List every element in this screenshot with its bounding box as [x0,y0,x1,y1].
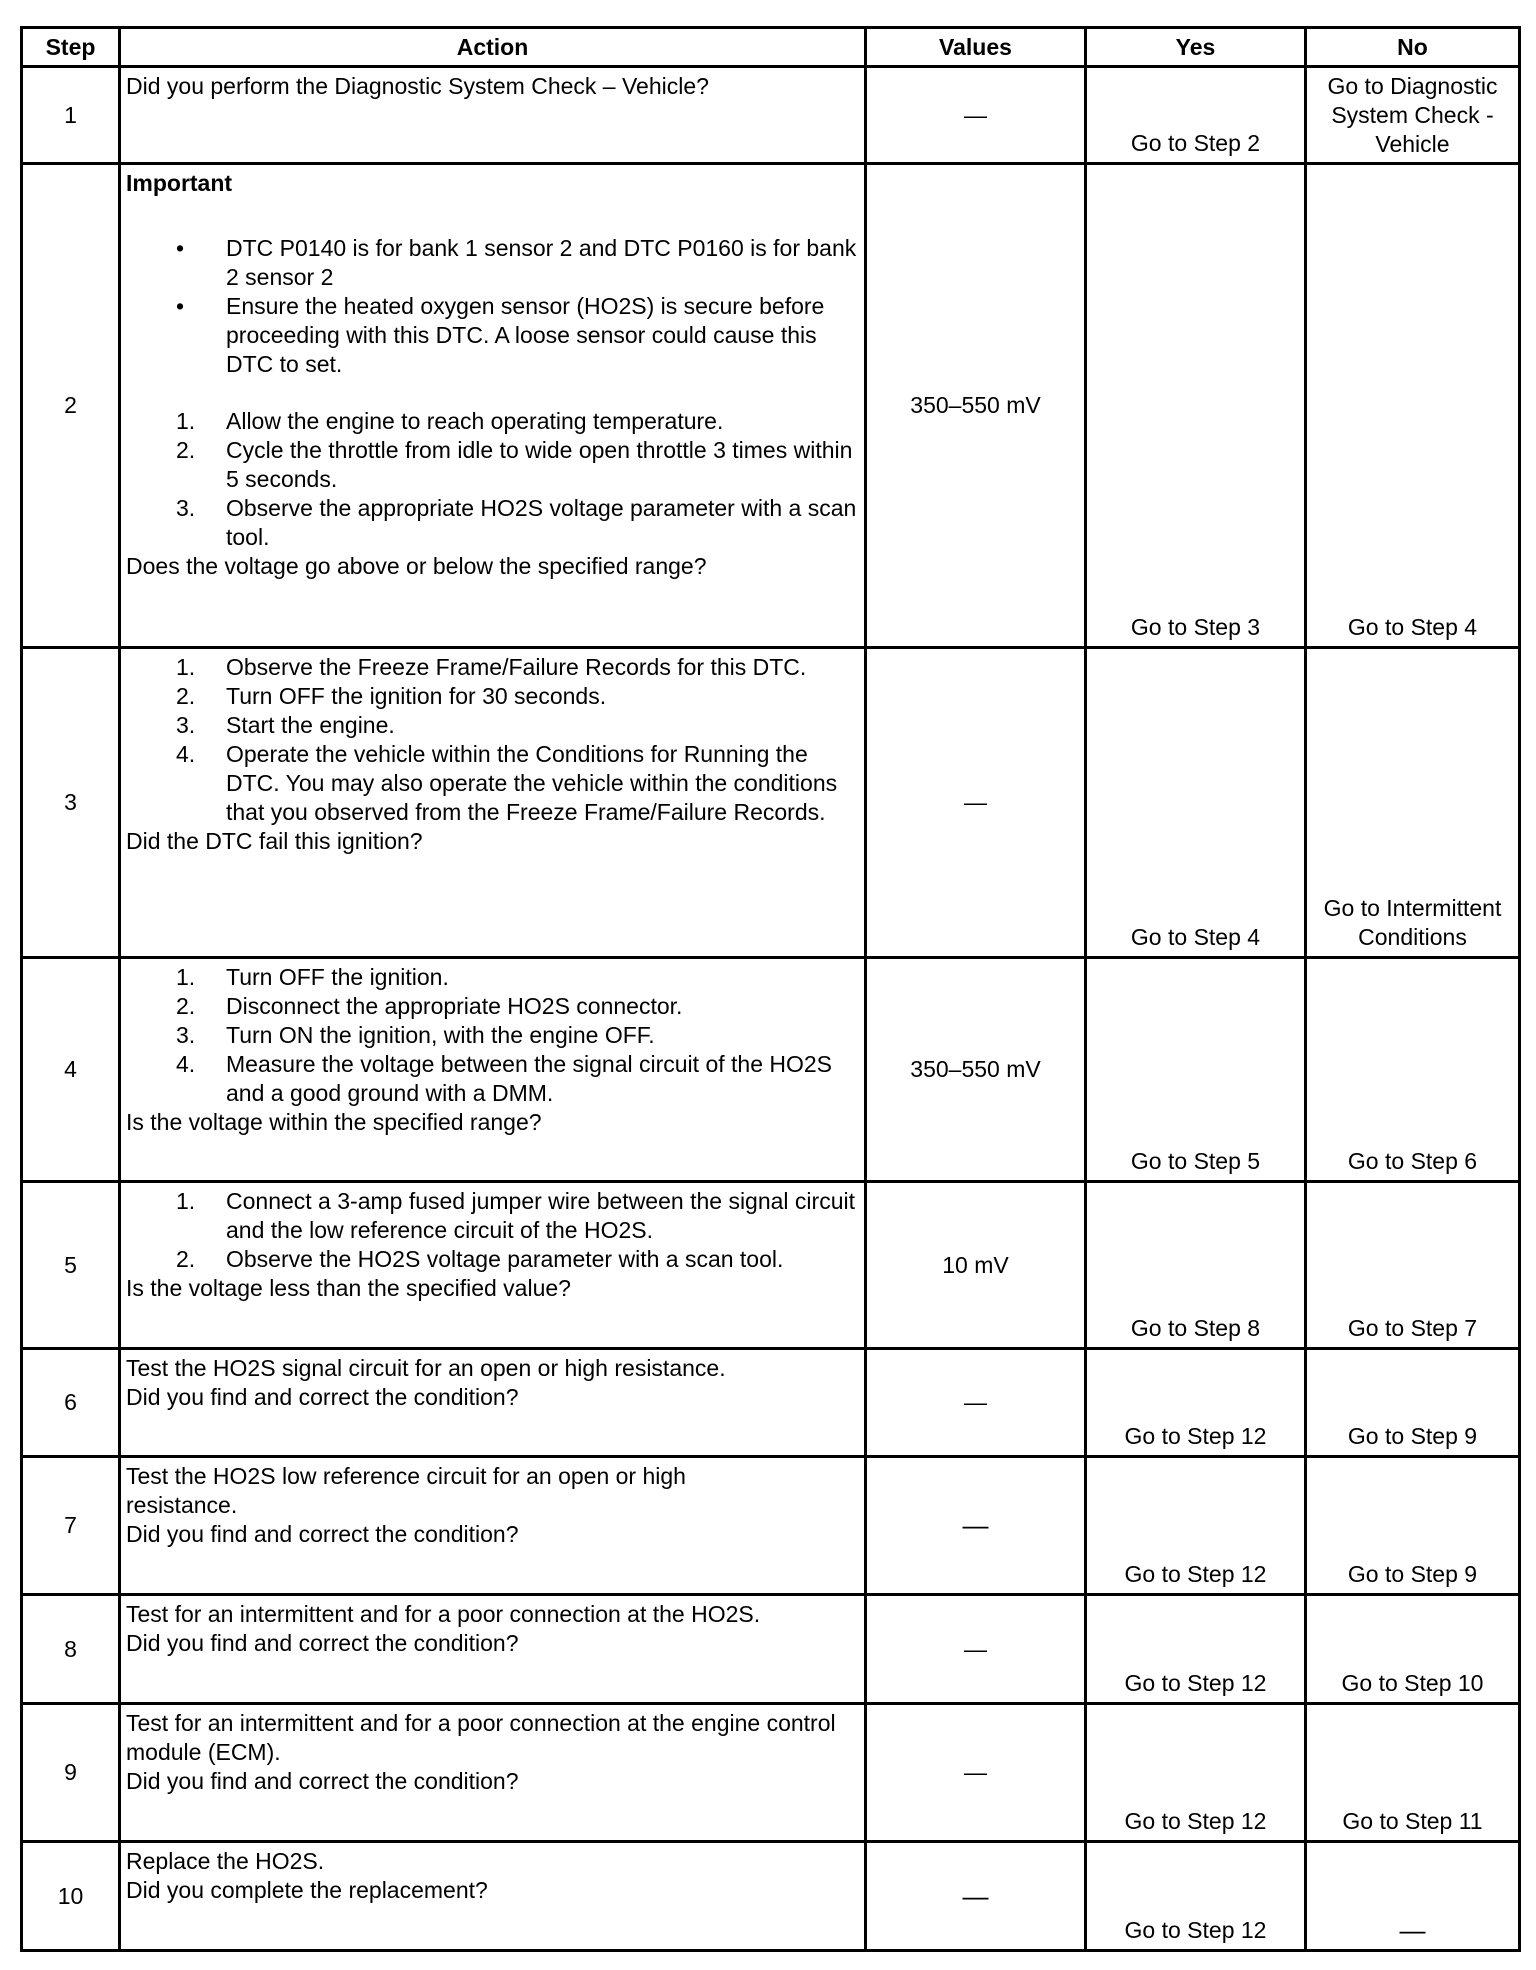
list-number: 1. [176,1188,196,1214]
action-cell [120,1457,866,1595]
no-cell: Go to Step 7 [1306,1182,1520,1349]
list-number: 4. [176,741,196,767]
value-cell: 350–550 mV [866,958,1086,1182]
no-cell: Go to Step 4 [1306,164,1520,648]
table-row [22,648,1520,958]
list-number: 2. [176,1246,196,1272]
no-cell: — [1306,1842,1520,1951]
step-number: 4 [22,958,120,1182]
list-item [126,740,860,827]
no-cell: Go to Step 6 [1306,958,1520,1182]
list-number: 2. [176,683,196,709]
no-cell: Go to Intermittent Conditions [1306,648,1520,958]
list-item [126,407,860,436]
list-text: Observe the HO2S voltage parameter with a scan tool. [226,1246,784,1272]
value-cell: — [866,1842,1086,1951]
step-number: 3 [22,648,120,958]
step-number: 2 [22,164,120,648]
list-item [126,653,860,682]
list-item [126,494,860,552]
step-list [126,653,860,827]
list-text: Turn OFF the ignition for 30 seconds. [226,683,607,709]
yes-cell: Go to Step 3 [1086,164,1306,648]
value-cell: — [866,1457,1086,1595]
bullet-list [126,234,860,379]
question-text: Is the voltage less than the specified value? [126,1275,571,1301]
list-text: Cycle the throttle from idle to wide open throttle 3 times within 5 seconds. [226,437,853,492]
header-step: Step [22,28,120,67]
important-label: Important [126,170,233,196]
action-cell [120,1842,866,1951]
action-cell [120,1349,866,1457]
step-number: 8 [22,1595,120,1704]
question-text: Is the voltage within the specified range? [126,1109,542,1135]
list-number: 2. [176,993,196,1019]
yes-cell: Go to Step 12 [1086,1595,1306,1704]
yes-cell: Go to Step 8 [1086,1182,1306,1349]
no-cell: Go to Diagnostic System Check - Vehicle [1306,67,1520,164]
list-number: 3. [176,495,196,521]
list-item [126,711,860,740]
list-number: 3. [176,712,196,738]
header-row [22,28,1520,67]
step-number: 9 [22,1704,120,1842]
yes-cell: Go to Step 2 [1086,67,1306,164]
list-item [126,1187,860,1245]
diagnostic-table [20,26,1521,1952]
list-item: • Ensure the heated oxygen sensor (HO2S) is secure before proceeding with this DTC. A loose sensor could cause this DTC to set. [126,292,860,379]
list-number: 1. [176,654,196,680]
list-number: 1. [176,408,196,434]
list-text: Turn ON the ignition, with the engine OFF. [226,1022,655,1048]
list-number: 4. [176,1051,196,1077]
yes-cell: Go to Step 12 [1086,1842,1306,1951]
no-cell: Go to Step 11 [1306,1704,1520,1842]
table-row [22,1182,1520,1349]
action-text: Test the HO2S signal circuit for an open or high resistance. [126,1355,726,1381]
action-text: Did you perform the Diagnostic System Check – Vehicle? [126,73,709,99]
list-text: Turn OFF the ignition. [226,964,449,990]
table-row [22,164,1520,648]
list-text: Disconnect the appropriate HO2S connector. [226,993,683,1019]
question-text: Did you complete the replacement? [126,1877,488,1903]
list-text: Observe the Freeze Frame/Failure Records for this DTC. [226,654,807,680]
list-text: Connect a 3-amp fused jumper wire between the signal circuit and the low reference circuit of the HO2S. [226,1188,855,1243]
list-text: Allow the engine to reach operating temperature. [226,408,724,434]
list-item: • DTC P0140 is for bank 1 sensor 2 and DTC P0160 is for bank 2 sensor 2 [126,234,860,292]
action-cell [120,67,866,164]
value-cell: — [866,648,1086,958]
action-text: Test the HO2S low reference circuit for an open or high resistance. [126,1463,686,1518]
action-text: Test for an intermittent and for a poor connection at the HO2S. [126,1601,761,1627]
list-item [126,992,860,1021]
step-list [126,1187,860,1274]
list-item [126,963,860,992]
step-number: 6 [22,1349,120,1457]
no-cell: Go to Step 9 [1306,1457,1520,1595]
list-number: 3. [176,1022,196,1048]
list-text: Start the engine. [226,712,395,738]
step-number: 1 [22,67,120,164]
list-item [126,1021,860,1050]
table-row [22,1457,1520,1595]
list-text: Measure the voltage between the signal circuit of the HO2S and a good ground with a DMM. [226,1051,833,1106]
table-row [22,1349,1520,1457]
action-cell [120,1182,866,1349]
list-number: 2. [176,437,196,463]
action-cell [120,164,866,648]
value-cell: — [866,67,1086,164]
yes-cell: Go to Step 12 [1086,1349,1306,1457]
list-item [126,1050,860,1108]
list-item [126,1245,860,1274]
step-number: 5 [22,1182,120,1349]
value-cell: — [866,1349,1086,1457]
question-text: Did you find and correct the condition? [126,1384,519,1410]
table-row [22,1595,1520,1704]
action-text: Replace the HO2S. [126,1848,325,1874]
no-cell: Go to Step 9 [1306,1349,1520,1457]
step-list [126,963,860,1108]
action-cell [120,958,866,1182]
question-text: Did you find and correct the condition? [126,1521,519,1547]
question-text: Did you find and correct the condition? [126,1768,519,1794]
action-cell [120,1704,866,1842]
yes-cell: Go to Step 12 [1086,1457,1306,1595]
value-cell: — [866,1595,1086,1704]
list-text: Operate the vehicle within the Conditions for Running the DTC. You may also operate the vehicle within the conditions that you observed from the Freeze Frame/Failure Records. [226,741,838,825]
list-item [126,436,860,494]
yes-cell: Go to Step 4 [1086,648,1306,958]
step-number: 7 [22,1457,120,1595]
yes-cell: Go to Step 5 [1086,958,1306,1182]
value-cell: — [866,1704,1086,1842]
table-row [22,958,1520,1182]
question-text: Did you find and correct the condition? [126,1630,519,1656]
action-text: Test for an intermittent and for a poor connection at the engine control module (ECM). [126,1710,836,1765]
list-text: Observe the appropriate HO2S voltage parameter with a scan tool. [226,495,857,550]
no-cell: Go to Step 10 [1306,1595,1520,1704]
list-item [126,682,860,711]
header-values: Values [866,28,1086,67]
value-cell: 10 mV [866,1182,1086,1349]
step-number: 10 [22,1842,120,1951]
yes-cell: Go to Step 12 [1086,1704,1306,1842]
table-row [22,1704,1520,1842]
action-cell [120,1595,866,1704]
header-yes: Yes [1086,28,1306,67]
header-action: Action [120,28,866,67]
list-number: 1. [176,964,196,990]
step-list [126,407,860,552]
question-text: Did the DTC fail this ignition? [126,828,423,854]
question-text: Does the voltage go above or below the specified range? [126,553,707,579]
header-no: No [1306,28,1520,67]
value-cell: 350–550 mV [866,164,1086,648]
action-cell [120,648,866,958]
table-row [22,67,1520,164]
table-row [22,1842,1520,1951]
